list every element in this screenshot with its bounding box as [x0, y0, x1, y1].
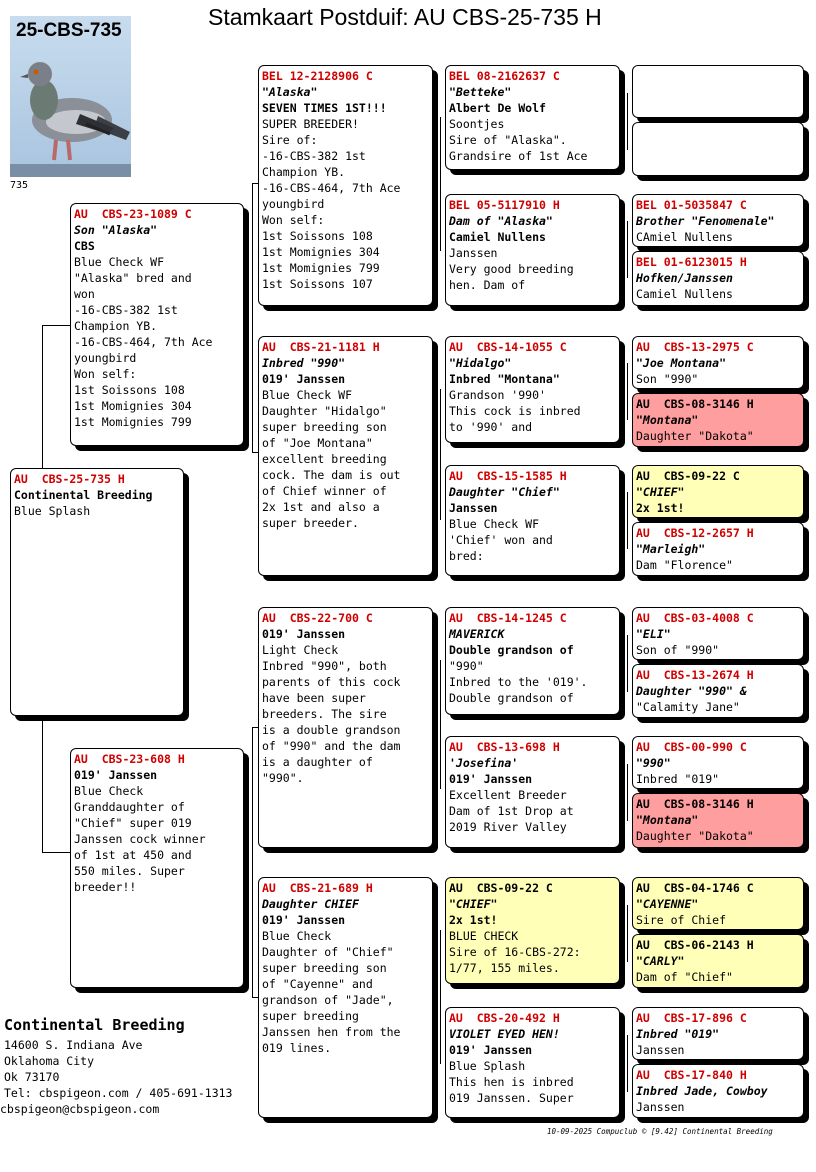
grandparent-line: breeders. The sire: [262, 707, 387, 721]
connector-line: [627, 93, 628, 150]
connector-line: [627, 1035, 628, 1092]
great-grandparent-owner: 019' Janssen: [449, 1043, 533, 1057]
connector-line: [440, 389, 441, 520]
ancestor-card[interactable]: [632, 607, 804, 660]
grandparent-line: excellent breeding: [262, 452, 387, 466]
grandparent-name: Daughter CHIEF: [262, 897, 359, 911]
grandparent-line: Won self:: [262, 213, 325, 227]
grandparent-line: super breeding: [262, 1009, 359, 1023]
grandparent-line: of "Joe Montana": [262, 436, 373, 450]
great-grandparent-line: Janssen: [449, 246, 498, 260]
great-grandparent-ring: BEL 08-2162637 C: [449, 69, 560, 83]
connector-line: [627, 492, 628, 549]
grandparent-line: Sire of:: [262, 133, 318, 147]
ancestor-line: Son of "990": [636, 643, 720, 657]
subject-line: Continental Breeding: [14, 488, 153, 502]
great-grandparent-owner: 019' Janssen: [449, 772, 533, 786]
great-grandparent-owner: Inbred "Montana": [449, 372, 560, 386]
sire-line: won: [74, 287, 95, 301]
ancestor-line: Sire of Chief: [636, 913, 727, 927]
ancestor-name: Inbred "019": [636, 1027, 720, 1041]
great-grandparent-line: Soontjes: [449, 117, 505, 131]
dam-line: Blue Check: [74, 784, 144, 798]
grandparent-line: is a double grandson: [262, 723, 401, 737]
connector-line: [627, 363, 628, 420]
great-grandparent-line: Sire of 16-CBS-272:: [449, 945, 581, 959]
great-grandparent-name: "Betteke": [449, 85, 512, 99]
grandparent-card[interactable]: [258, 877, 433, 1118]
ancestor-card[interactable]: [632, 465, 804, 518]
great-grandparent-line: Double grandson of: [449, 691, 574, 705]
great-grandparent-name: MAVERICK: [449, 627, 505, 641]
great-grandparent-line: Inbred to the '019'.: [449, 675, 588, 689]
connector-line: [252, 727, 253, 998]
grandparent-line: 2x 1st and also a: [262, 500, 380, 514]
owner-address: Oklahoma City: [4, 1054, 95, 1068]
great-grandparent-name: VIOLET EYED HEN!: [449, 1027, 560, 1041]
grandparent-owner: 019' Janssen: [262, 913, 346, 927]
ancestor-card[interactable]: [632, 393, 804, 447]
dam-card[interactable]: [70, 748, 244, 988]
sire-line: 1st Soissons 108: [74, 383, 185, 397]
ancestor-line: CAmiel Nullens: [636, 230, 733, 244]
great-grandparent-card[interactable]: [445, 736, 620, 848]
grandparent-line: -16-CBS-464, 7th Ace: [262, 181, 401, 195]
great-grandparent-line: 019 Janssen. Super: [449, 1091, 574, 1105]
grandparent-line: -16-CBS-382 1st: [262, 149, 366, 163]
ancestor-name: "990": [636, 756, 671, 770]
grandparent-line: super breeder.: [262, 516, 359, 530]
dam-line: Janssen cock winner: [74, 832, 206, 846]
connector-line: [627, 635, 628, 692]
owner-email[interactable]: cbspigeon@cbspigeon.com: [0, 1102, 160, 1116]
great-grandparent-line: 2019 River Valley: [449, 820, 567, 834]
great-grandparent-ring: AU CBS-13-698 H: [449, 740, 560, 754]
ancestor-card[interactable]: [632, 65, 804, 118]
grandparent-line: 1st Momignies 304: [262, 245, 380, 259]
sire-line: Champion YB.: [74, 319, 158, 333]
sire-line: "Alaska" bred and: [74, 271, 192, 285]
great-grandparent-card[interactable]: [445, 336, 620, 443]
ancestor-name: "Marleigh": [636, 542, 706, 556]
great-grandparent-line: This hen is inbred: [449, 1075, 574, 1089]
connector-line: [627, 221, 628, 278]
grandparent-name: "Alaska": [262, 85, 318, 99]
owner-phone[interactable]: Tel: cbspigeon.com / 405-691-1313: [4, 1086, 233, 1100]
connector-line: [42, 325, 70, 326]
ancestor-name: "CHIEF": [636, 485, 685, 499]
grandparent-owner: 019' Janssen: [262, 372, 346, 386]
ancestor-line: Dam of "Chief": [636, 970, 733, 984]
ancestor-ring: AU CBS-12-2657 H: [636, 526, 754, 540]
ancestor-card[interactable]: [632, 336, 804, 389]
ancestor-name: "CARLY": [636, 954, 685, 968]
grandparent-line: have been super: [262, 691, 366, 705]
grandparent-line: Light Check: [262, 643, 339, 657]
ancestor-ring: AU CBS-08-3146 H: [636, 397, 754, 411]
grandparent-line: 1st Soissons 108: [262, 229, 373, 243]
ancestor-card[interactable]: [632, 664, 804, 718]
dam-line: 550 miles. Super: [74, 864, 185, 878]
great-grandparent-ring: AU CBS-15-1585 H: [449, 469, 567, 483]
great-grandparent-line: This cock is inbred: [449, 404, 581, 418]
page-title: Stamkaart Postduif: AU CBS-25-735 H: [208, 4, 602, 30]
great-grandparent-line: Grandson '990': [449, 388, 546, 402]
sire-line: -16-CBS-464, 7th Ace: [74, 335, 213, 349]
owner-block: [0, 1016, 233, 1117]
great-grandparent-line: BLUE CHECK: [449, 929, 519, 943]
great-grandparent-owner: Double grandson of: [449, 643, 574, 657]
sire-owner: CBS: [74, 239, 95, 253]
ancestor-card[interactable]: [632, 122, 804, 176]
ancestor-card[interactable]: [632, 1064, 804, 1118]
great-grandparent-owner: 2x 1st!: [449, 913, 498, 927]
ancestor-ring: AU CBS-00-990 C: [636, 740, 747, 754]
grandparent-ring: AU CBS-22-700 C: [262, 611, 373, 625]
great-grandparent-line: 1/77, 155 miles.: [449, 961, 560, 975]
owner-name: Continental Breeding: [4, 1016, 185, 1034]
sire-line: Blue Check WF: [74, 255, 165, 269]
grandparent-card[interactable]: [258, 336, 433, 576]
grandparent-line: Janssen hen from the: [262, 1025, 401, 1039]
great-grandparent-line: Excellent Breeder: [449, 788, 567, 802]
ancestor-name: Inbred Jade, Cowboy: [636, 1084, 768, 1098]
great-grandparent-line: Blue Splash: [449, 1059, 526, 1073]
subject-ring: AU CBS-25-735 H: [14, 472, 125, 486]
great-grandparent-ring: BEL 05-5117910 H: [449, 198, 560, 212]
ancestor-card[interactable]: [632, 1007, 804, 1060]
owner-address: 14600 S. Indiana Ave: [4, 1038, 143, 1052]
dam-line: "Chief" super 019: [74, 816, 192, 830]
ancestor-line: Son "990": [636, 372, 699, 386]
grandparent-line: super breeding son: [262, 961, 387, 975]
grandparent-line: 1st Soissons 107: [262, 277, 373, 291]
footer-credit: 10-09-2025 Compuclub © [9.42] Continental Breeding: [547, 1127, 773, 1136]
grandparent-line: parents of this cock: [262, 675, 401, 689]
ancestor-ring: AU CBS-09-22 C: [636, 469, 740, 483]
grandparent-ring: AU CBS-21-689 H: [262, 881, 373, 895]
great-grandparent-owner: Janssen: [449, 501, 498, 515]
great-grandparent-name: 'Josefina': [449, 756, 519, 770]
sire-card[interactable]: [70, 203, 244, 446]
connector-line: [42, 325, 43, 468]
great-grandparent-line: "990": [449, 659, 484, 673]
grandparent-ring: AU CBS-21-1181 H: [262, 340, 380, 354]
pigeon-photo: [10, 16, 131, 177]
grandparent-name: Inbred "990": [262, 356, 346, 370]
connector-line: [42, 716, 43, 852]
grandparent-line: Daughter of "Chief": [262, 945, 394, 959]
grandparent-line: 019 lines.: [262, 1041, 332, 1055]
ancestor-name: "Joe Montana": [636, 356, 727, 370]
ancestor-ring: AU CBS-13-2975 C: [636, 340, 754, 354]
connector-line: [627, 764, 628, 821]
ancestor-line: Daughter "Dakota": [636, 829, 754, 843]
sire-line: 1st Momignies 799: [74, 415, 192, 429]
ancestor-line: "Calamity Jane": [636, 700, 740, 714]
ancestor-card[interactable]: [632, 934, 804, 988]
ancestor-name: Brother "Fenomenale": [636, 214, 775, 228]
connector-line: [252, 183, 253, 453]
ancestor-card[interactable]: [632, 251, 804, 306]
ancestor-line: 2x 1st!: [636, 501, 685, 515]
great-grandparent-ring: AU CBS-14-1055 C: [449, 340, 567, 354]
connector-line: [42, 852, 70, 853]
grandparent-line: Inbred "990", both: [262, 659, 387, 673]
sire-line: Won self:: [74, 367, 137, 381]
grandparent-line: "990".: [262, 771, 304, 785]
ancestor-line: Camiel Nullens: [636, 287, 733, 301]
grandparent-ring: BEL 12-2128906 C: [262, 69, 373, 83]
sire-name: Son "Alaska": [74, 223, 158, 237]
great-grandparent-card[interactable]: [445, 65, 620, 170]
owner-address: Ok 73170: [4, 1070, 60, 1084]
sire-line: youngbird: [74, 351, 137, 365]
grandparent-owner: 019' Janssen: [262, 627, 346, 641]
connector-line: [440, 660, 441, 789]
great-grandparent-line: Sire of "Alaska".: [449, 133, 567, 147]
grandparent-line: Champion YB.: [262, 165, 346, 179]
ancestor-ring: BEL 01-5035847 C: [636, 198, 747, 212]
ancestor-card[interactable]: [632, 522, 804, 576]
ancestor-name: Daughter "990" &: [636, 684, 747, 698]
great-grandparent-name: "Hidalgo": [449, 356, 512, 370]
grandparent-line: grandson of "Jade",: [262, 993, 394, 1007]
ancestor-name: "CAYENNE": [636, 897, 699, 911]
great-grandparent-line: 'Chief' won and: [449, 533, 553, 547]
ancestor-name: "ELI": [636, 627, 671, 641]
great-grandparent-name: Daughter "Chief": [449, 485, 560, 499]
ancestor-ring: BEL 01-6123015 H: [636, 255, 747, 269]
grandparent-line: Daughter "Hidalgo": [262, 404, 387, 418]
great-grandparent-line: Dam of 1st Drop at: [449, 804, 574, 818]
great-grandparent-name: Dam of "Alaska": [449, 214, 553, 228]
subject-line: Blue Splash: [14, 504, 91, 518]
sire-line: -16-CBS-382 1st: [74, 303, 178, 317]
grandparent-line: cock. The dam is out: [262, 468, 401, 482]
great-grandparent-line: bred:: [449, 549, 484, 563]
ancestor-line: Janssen: [636, 1043, 685, 1057]
ancestor-line: Daughter "Dakota": [636, 429, 754, 443]
great-grandparent-ring: AU CBS-09-22 C: [449, 881, 553, 895]
great-grandparent-card[interactable]: [445, 607, 620, 715]
ancestor-line: Inbred "019": [636, 772, 720, 786]
grandparent-line: of "Cayenne" and: [262, 977, 373, 991]
sire-ring: AU CBS-23-1089 C: [74, 207, 192, 221]
connector-line: [440, 117, 441, 251]
ancestor-ring: AU CBS-03-4008 C: [636, 611, 754, 625]
ancestor-card[interactable]: [632, 793, 804, 848]
ancestor-line: Janssen: [636, 1100, 685, 1114]
great-grandparent-card[interactable]: [445, 465, 620, 576]
great-grandparent-ring: AU CBS-20-492 H: [449, 1011, 560, 1025]
ancestor-name: "Montana": [636, 413, 699, 427]
great-grandparent-line: hen. Dam of: [449, 278, 526, 292]
grandparent-line: of Chief winner of: [262, 484, 387, 498]
great-grandparent-owner: Camiel Nullens: [449, 230, 546, 244]
subject-card[interactable]: [10, 468, 184, 716]
grandparent-line: of "990" and the dam: [262, 739, 401, 753]
grandparent-card[interactable]: [258, 607, 433, 848]
ancestor-card[interactable]: [632, 194, 804, 247]
ancestor-name: "Montana": [636, 813, 699, 827]
great-grandparent-ring: AU CBS-14-1245 C: [449, 611, 567, 625]
sire-line: 1st Momignies 304: [74, 399, 192, 413]
ancestor-name: Hofken/Janssen: [636, 271, 733, 285]
ancestor-ring: AU CBS-13-2674 H: [636, 668, 754, 682]
ancestor-ring: AU CBS-17-840 H: [636, 1068, 747, 1082]
ancestor-ring: AU CBS-08-3146 H: [636, 797, 754, 811]
dam-line: breeder!!: [74, 880, 137, 894]
photo-caption: 735: [10, 180, 29, 191]
dam-line: of 1st at 450 and: [74, 848, 192, 862]
great-grandparent-name: "CHIEF": [449, 897, 498, 911]
ancestor-ring: AU CBS-04-1746 C: [636, 881, 754, 895]
grandparent-line: Blue Check: [262, 929, 332, 943]
photo-ring-label: 25-CBS-735: [16, 20, 122, 41]
connector-line: [627, 905, 628, 962]
connector-line: [440, 930, 441, 1064]
grandparent-line: super breeding son: [262, 420, 387, 434]
great-grandparent-line: Grandsire of 1st Ace: [449, 149, 588, 163]
great-grandparent-card[interactable]: [445, 877, 620, 984]
grandparent-line: SUPER BREEDER!: [262, 117, 359, 131]
great-grandparent-card[interactable]: [445, 1007, 620, 1118]
grandparent-line: Blue Check WF: [262, 388, 353, 402]
ancestor-card[interactable]: [632, 877, 804, 930]
ancestor-card[interactable]: [632, 736, 804, 789]
great-grandparent-line: Blue Check WF: [449, 517, 540, 531]
grandparent-owner: SEVEN TIMES 1ST!!!: [262, 101, 387, 115]
ancestor-line: Dam "Florence": [636, 558, 733, 572]
grandparent-line: youngbird: [262, 197, 325, 211]
great-grandparent-line: to '990' and: [449, 420, 533, 434]
dam-line: Granddaughter of: [74, 800, 185, 814]
dam-ring: AU CBS-23-608 H: [74, 752, 185, 766]
grandparent-line: 1st Momignies 799: [262, 261, 380, 275]
great-grandparent-owner: Albert De Wolf: [449, 101, 546, 115]
grandparent-line: is a daughter of: [262, 755, 373, 769]
grandparent-card[interactable]: [258, 65, 433, 306]
great-grandparent-line: Very good breeding: [449, 262, 574, 276]
dam-owner: 019' Janssen: [74, 768, 158, 782]
ancestor-ring: AU CBS-17-896 C: [636, 1011, 747, 1025]
ancestor-ring: AU CBS-06-2143 H: [636, 938, 754, 952]
great-grandparent-card[interactable]: [445, 194, 620, 306]
